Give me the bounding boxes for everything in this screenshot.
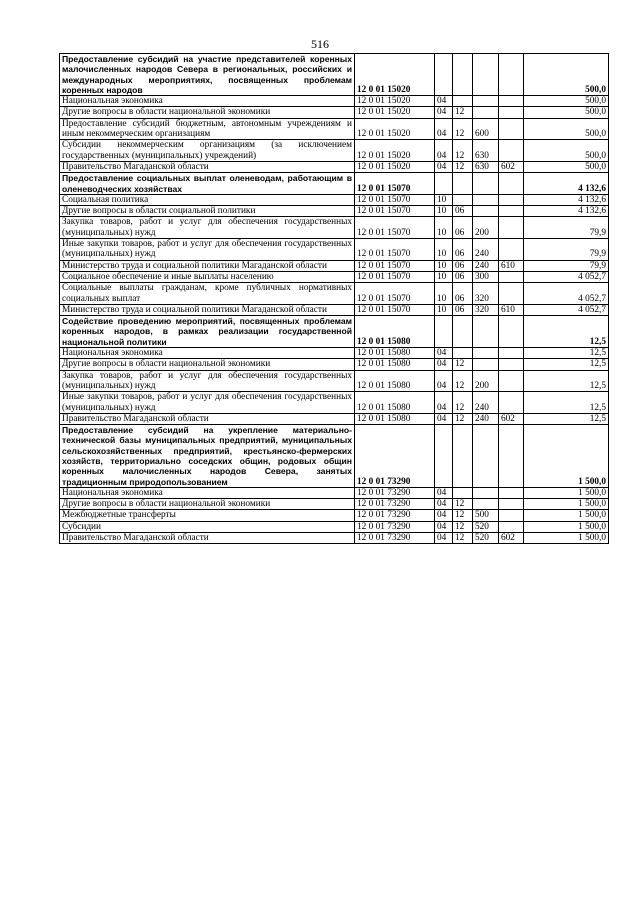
subsection-code-cell xyxy=(453,487,473,498)
target-article-code-cell: 12 0 01 15020 xyxy=(355,107,435,118)
section-code-cell: 10 xyxy=(435,217,453,239)
item-name-cell: Другие вопросы в области национальной экономики xyxy=(60,359,355,370)
subsection-code-cell: 12 xyxy=(453,392,473,414)
item-name-cell: Другие вопросы в области социальной политики xyxy=(60,206,355,217)
target-article-code-cell: 12 0 01 15080 xyxy=(355,348,435,359)
section-code-cell: 04 xyxy=(435,348,453,359)
expense-type-code-cell: 240 xyxy=(473,413,499,424)
subsection-code-cell: 12 xyxy=(453,118,473,140)
section-code-cell xyxy=(435,316,453,348)
expense-type-code-cell xyxy=(473,96,499,107)
subsection-code-cell: 12 xyxy=(453,533,473,544)
table-row xyxy=(60,533,609,544)
table-row-heading xyxy=(60,425,609,488)
expense-type-code-cell: 600 xyxy=(473,118,499,140)
section-code-cell: 04 xyxy=(435,359,453,370)
administrator-code-cell xyxy=(499,206,524,217)
item-name-cell: Правительство Магаданской области xyxy=(60,413,355,424)
table-row-heading xyxy=(60,54,609,96)
administrator-code-cell xyxy=(499,487,524,498)
expense-type-code-cell xyxy=(473,173,499,195)
table-row xyxy=(60,217,609,239)
amount-cell: 12,5 xyxy=(524,370,609,392)
section-code-cell: 04 xyxy=(435,118,453,140)
expense-type-code-cell: 240 xyxy=(473,239,499,261)
table-row xyxy=(60,194,609,205)
subsection-code-cell xyxy=(453,96,473,107)
subsection-code-cell xyxy=(453,173,473,195)
section-code-cell: 10 xyxy=(435,260,453,271)
table-row xyxy=(60,510,609,521)
item-name-cell: Содействие проведению мероприятий, посвященных проблемам коренных народов, в рамках реализации государственной национальной политики xyxy=(60,316,355,348)
amount-cell: 4 052,7 xyxy=(524,271,609,282)
section-code-cell: 04 xyxy=(435,487,453,498)
section-code-cell xyxy=(435,54,453,96)
table-row xyxy=(60,96,609,107)
amount-cell: 1 500,0 xyxy=(524,510,609,521)
target-article-code-cell: 12 0 01 15020 xyxy=(355,118,435,140)
subsection-code-cell: 06 xyxy=(453,239,473,261)
amount-cell: 79,9 xyxy=(524,217,609,239)
item-name-cell: Министерство труда и социальной политики Магаданской области xyxy=(60,304,355,315)
target-article-code-cell: 12 0 01 15070 xyxy=(355,271,435,282)
table-row xyxy=(60,140,609,162)
section-code-cell: 10 xyxy=(435,283,453,305)
administrator-code-cell xyxy=(499,54,524,96)
item-name-cell: Национальная экономика xyxy=(60,487,355,498)
item-name-cell: Социальная политика xyxy=(60,194,355,205)
item-name-cell: Иные закупки товаров, работ и услуг для обеспечения государственных (муниципальных) нужд xyxy=(60,392,355,414)
expense-type-code-cell: 200 xyxy=(473,217,499,239)
table-row xyxy=(60,370,609,392)
target-article-code-cell: 12 0 01 15070 xyxy=(355,173,435,195)
administrator-code-cell xyxy=(499,107,524,118)
administrator-code-cell xyxy=(499,392,524,414)
administrator-code-cell xyxy=(499,140,524,162)
subsection-code-cell xyxy=(453,425,473,488)
administrator-code-cell xyxy=(499,499,524,510)
expense-type-code-cell xyxy=(473,107,499,118)
table-row xyxy=(60,283,609,305)
expense-type-code-cell: 200 xyxy=(473,370,499,392)
target-article-code-cell: 12 0 01 15080 xyxy=(355,370,435,392)
target-article-code-cell: 12 0 01 73290 xyxy=(355,510,435,521)
expense-type-code-cell: 630 xyxy=(473,161,499,172)
expense-type-code-cell xyxy=(473,487,499,498)
table-row xyxy=(60,161,609,172)
expense-type-code-cell xyxy=(473,206,499,217)
expense-type-code-cell: 520 xyxy=(473,533,499,544)
table-row xyxy=(60,499,609,510)
item-name-cell: Иные закупки товаров, работ и услуг для обеспечения государственных (муниципальных) нужд xyxy=(60,239,355,261)
administrator-code-cell xyxy=(499,271,524,282)
amount-cell: 1 500,0 xyxy=(524,533,609,544)
target-article-code-cell: 12 0 01 15070 xyxy=(355,239,435,261)
target-article-code-cell: 12 0 01 15020 xyxy=(355,96,435,107)
amount-cell: 4 132,6 xyxy=(524,173,609,195)
subsection-code-cell xyxy=(453,316,473,348)
amount-cell: 12,5 xyxy=(524,316,609,348)
target-article-code-cell: 12 0 01 15080 xyxy=(355,392,435,414)
budget-table-body xyxy=(60,54,609,544)
administrator-code-cell xyxy=(499,194,524,205)
table-row xyxy=(60,206,609,217)
item-name-cell: Закупка товаров, работ и услуг для обеспечения государственных (муниципальных) нужд xyxy=(60,217,355,239)
target-article-code-cell: 12 0 01 15080 xyxy=(355,359,435,370)
administrator-code-cell xyxy=(499,96,524,107)
subsection-code-cell: 06 xyxy=(453,217,473,239)
target-article-code-cell: 12 0 01 15020 xyxy=(355,161,435,172)
administrator-code-cell: 602 xyxy=(499,533,524,544)
page-number: 516 xyxy=(311,37,329,51)
item-name-cell: Другие вопросы в области национальной экономики xyxy=(60,107,355,118)
amount-cell: 12,5 xyxy=(524,392,609,414)
expense-type-code-cell: 500 xyxy=(473,510,499,521)
subsection-code-cell: 06 xyxy=(453,271,473,282)
amount-cell: 500,0 xyxy=(524,140,609,162)
subsection-code-cell: 12 xyxy=(453,370,473,392)
administrator-code-cell: 602 xyxy=(499,413,524,424)
section-code-cell: 04 xyxy=(435,533,453,544)
subsection-code-cell: 06 xyxy=(453,260,473,271)
target-article-code-cell: 12 0 01 15070 xyxy=(355,260,435,271)
target-article-code-cell: 12 0 01 15070 xyxy=(355,206,435,217)
section-code-cell: 04 xyxy=(435,96,453,107)
item-name-cell: Министерство труда и социальной политики Магаданской области xyxy=(60,260,355,271)
item-name-cell: Социальное обеспечение и иные выплаты населению xyxy=(60,271,355,282)
expense-type-code-cell xyxy=(473,54,499,96)
table-row xyxy=(60,413,609,424)
item-name-cell: Закупка товаров, работ и услуг для обеспечения государственных (муниципальных) нужд xyxy=(60,370,355,392)
amount-cell: 4 132,6 xyxy=(524,194,609,205)
item-name-cell: Субсидии некоммерческим организациям (за исключением государственных (муниципальных) учреждений) xyxy=(60,140,355,162)
amount-cell: 500,0 xyxy=(524,118,609,140)
amount-cell: 12,5 xyxy=(524,413,609,424)
administrator-code-cell xyxy=(499,239,524,261)
expense-type-code-cell: 240 xyxy=(473,392,499,414)
expense-type-code-cell xyxy=(473,499,499,510)
amount-cell: 1 500,0 xyxy=(524,521,609,532)
table-row xyxy=(60,359,609,370)
target-article-code-cell: 12 0 01 15080 xyxy=(355,413,435,424)
table-row xyxy=(60,304,609,315)
subsection-code-cell: 12 xyxy=(453,413,473,424)
item-name-cell: Правительство Магаданской области xyxy=(60,161,355,172)
administrator-code-cell xyxy=(499,359,524,370)
section-code-cell: 04 xyxy=(435,140,453,162)
target-article-code-cell: 12 0 01 73290 xyxy=(355,533,435,544)
expense-type-code-cell xyxy=(473,425,499,488)
table-row-heading xyxy=(60,316,609,348)
expense-type-code-cell: 240 xyxy=(473,260,499,271)
item-name-cell: Межбюджетные трансферты xyxy=(60,510,355,521)
administrator-code-cell xyxy=(499,348,524,359)
section-code-cell: 04 xyxy=(435,510,453,521)
target-article-code-cell: 12 0 01 15020 xyxy=(355,140,435,162)
expense-type-code-cell xyxy=(473,316,499,348)
amount-cell: 79,9 xyxy=(524,239,609,261)
subsection-code-cell: 12 xyxy=(453,499,473,510)
administrator-code-cell: 610 xyxy=(499,260,524,271)
item-name-cell: Национальная экономика xyxy=(60,96,355,107)
target-article-code-cell: 12 0 01 15020 xyxy=(355,54,435,96)
item-name-cell: Социальные выплаты гражданам, кроме публичных нормативных социальных выплат xyxy=(60,283,355,305)
target-article-code-cell: 12 0 01 73290 xyxy=(355,521,435,532)
section-code-cell: 10 xyxy=(435,194,453,205)
table-row-heading xyxy=(60,173,609,195)
target-article-code-cell: 12 0 01 15070 xyxy=(355,194,435,205)
table-row xyxy=(60,521,609,532)
amount-cell: 500,0 xyxy=(524,54,609,96)
section-code-cell: 10 xyxy=(435,304,453,315)
section-code-cell xyxy=(435,173,453,195)
subsection-code-cell: 12 xyxy=(453,140,473,162)
item-name-cell: Национальная экономика xyxy=(60,348,355,359)
section-code-cell: 10 xyxy=(435,271,453,282)
amount-cell: 12,5 xyxy=(524,359,609,370)
section-code-cell: 04 xyxy=(435,413,453,424)
amount-cell: 1 500,0 xyxy=(524,487,609,498)
subsection-code-cell: 06 xyxy=(453,206,473,217)
subsection-code-cell: 12 xyxy=(453,161,473,172)
section-code-cell: 10 xyxy=(435,239,453,261)
subsection-code-cell xyxy=(453,348,473,359)
expense-type-code-cell: 320 xyxy=(473,304,499,315)
subsection-code-cell: 06 xyxy=(453,283,473,305)
expense-type-code-cell: 520 xyxy=(473,521,499,532)
item-name-cell: Предоставление социальных выплат оленеводам, работающим в оленеводческих хозяйствах xyxy=(60,173,355,195)
table-row xyxy=(60,487,609,498)
target-article-code-cell: 12 0 01 15070 xyxy=(355,217,435,239)
expense-type-code-cell xyxy=(473,348,499,359)
subsection-code-cell: 12 xyxy=(453,521,473,532)
subsection-code-cell xyxy=(453,194,473,205)
section-code-cell: 04 xyxy=(435,370,453,392)
amount-cell: 4 052,7 xyxy=(524,283,609,305)
administrator-code-cell xyxy=(499,425,524,488)
administrator-code-cell: 602 xyxy=(499,161,524,172)
budget-table xyxy=(59,53,609,544)
subsection-code-cell: 06 xyxy=(453,304,473,315)
administrator-code-cell xyxy=(499,173,524,195)
administrator-code-cell xyxy=(499,316,524,348)
amount-cell: 12,5 xyxy=(524,348,609,359)
amount-cell: 1 500,0 xyxy=(524,499,609,510)
section-code-cell xyxy=(435,425,453,488)
target-article-code-cell: 12 0 01 15070 xyxy=(355,304,435,315)
administrator-code-cell xyxy=(499,283,524,305)
section-code-cell: 04 xyxy=(435,499,453,510)
section-code-cell: 04 xyxy=(435,161,453,172)
administrator-code-cell xyxy=(499,118,524,140)
target-article-code-cell: 12 0 01 73290 xyxy=(355,487,435,498)
target-article-code-cell: 12 0 01 15080 xyxy=(355,316,435,348)
subsection-code-cell xyxy=(453,54,473,96)
table-row xyxy=(60,260,609,271)
item-name-cell: Предоставление субсидий бюджетным, автономным учреждениям и иным некоммерческим организациям xyxy=(60,118,355,140)
administrator-code-cell xyxy=(499,217,524,239)
expense-type-code-cell xyxy=(473,359,499,370)
expense-type-code-cell: 300 xyxy=(473,271,499,282)
amount-cell: 500,0 xyxy=(524,107,609,118)
section-code-cell: 04 xyxy=(435,392,453,414)
table-row xyxy=(60,348,609,359)
administrator-code-cell xyxy=(499,521,524,532)
target-article-code-cell: 12 0 01 73290 xyxy=(355,425,435,488)
expense-type-code-cell xyxy=(473,194,499,205)
item-name-cell: Предоставление субсидий на укрепление материально-технической базы муниципальных предприятий, муниципальных сельскохозяйственных предприятий, крестьянско-фермерских хозяйств, территориально соседских общин, родовых общин коренных малочисленных народов Севера, занятых традиционным природопользованием xyxy=(60,425,355,488)
section-code-cell: 04 xyxy=(435,521,453,532)
administrator-code-cell xyxy=(499,510,524,521)
item-name-cell: Субсидии xyxy=(60,521,355,532)
subsection-code-cell: 12 xyxy=(453,359,473,370)
amount-cell: 500,0 xyxy=(524,161,609,172)
item-name-cell: Другие вопросы в области национальной экономики xyxy=(60,499,355,510)
expense-type-code-cell: 320 xyxy=(473,283,499,305)
subsection-code-cell: 12 xyxy=(453,510,473,521)
item-name-cell: Правительство Магаданской области xyxy=(60,533,355,544)
table-row xyxy=(60,118,609,140)
table-row xyxy=(60,107,609,118)
item-name-cell: Предоставление субсидий на участие представителей коренных малочисленных народов Севера в региональных, российских и международных мероприятиях, посвященных проблемам коренных народов xyxy=(60,54,355,96)
section-code-cell: 10 xyxy=(435,206,453,217)
table-row xyxy=(60,271,609,282)
table-row xyxy=(60,239,609,261)
administrator-code-cell: 610 xyxy=(499,304,524,315)
expense-type-code-cell: 630 xyxy=(473,140,499,162)
amount-cell: 4 132,6 xyxy=(524,206,609,217)
amount-cell: 4 052,7 xyxy=(524,304,609,315)
table-row xyxy=(60,392,609,414)
subsection-code-cell: 12 xyxy=(453,107,473,118)
target-article-code-cell: 12 0 01 73290 xyxy=(355,499,435,510)
amount-cell: 500,0 xyxy=(524,96,609,107)
amount-cell: 1 500,0 xyxy=(524,425,609,488)
section-code-cell: 04 xyxy=(435,107,453,118)
amount-cell: 79,9 xyxy=(524,260,609,271)
administrator-code-cell xyxy=(499,370,524,392)
target-article-code-cell: 12 0 01 15070 xyxy=(355,283,435,305)
